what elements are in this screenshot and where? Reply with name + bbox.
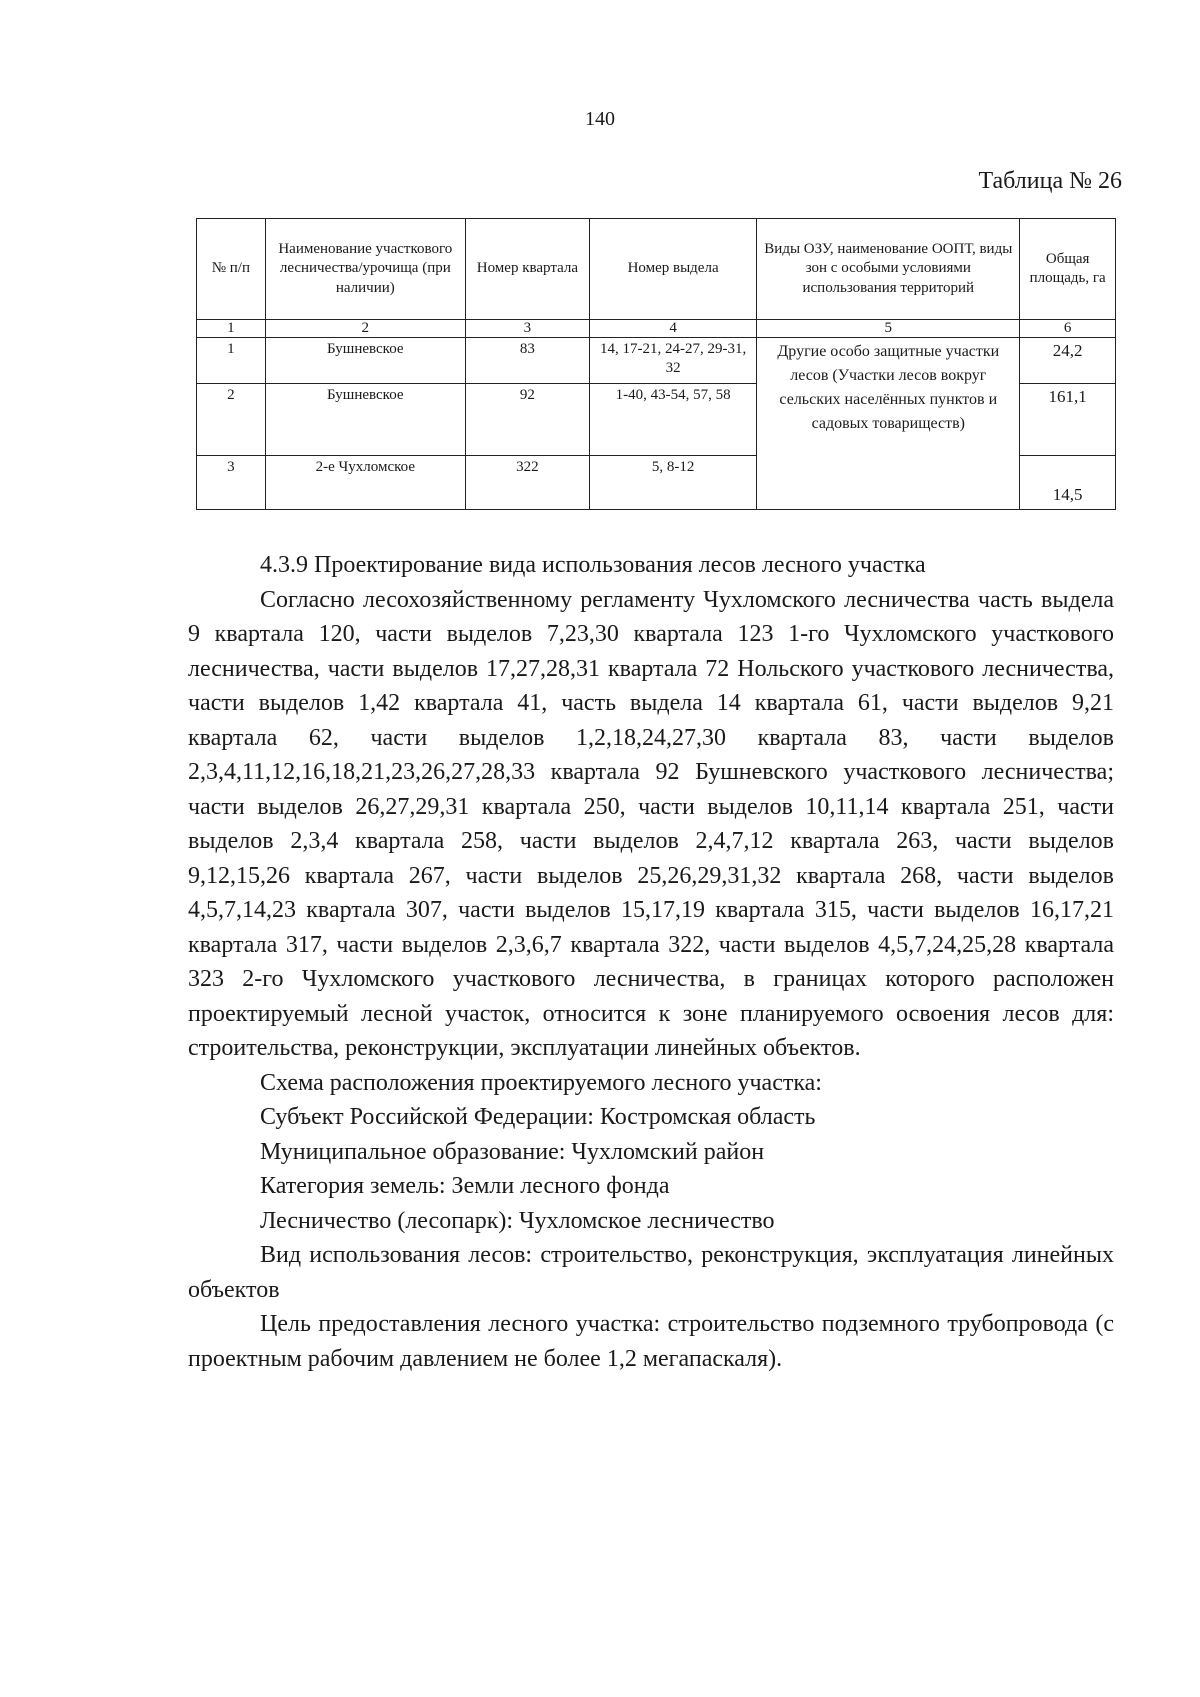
column-number: 2 <box>265 320 465 338</box>
header-forestry: Наименование участкового лесничества/урочища (при наличии) <box>265 219 465 320</box>
column-number: 5 <box>757 320 1020 338</box>
row-quarter: 322 <box>465 455 589 509</box>
page-number: 140 <box>585 108 615 130</box>
column-number: 3 <box>465 320 589 338</box>
column-number: 6 <box>1020 320 1116 338</box>
paragraph-forestry: Лесничество (лесопарк): Чухломское лесничество <box>260 1207 775 1234</box>
row-quarter: 92 <box>465 383 589 455</box>
paragraph-scheme: Схема расположения проектируемого лесного участка: <box>260 1069 822 1096</box>
row-number: 1 <box>197 337 266 383</box>
forest-plots-table <box>196 218 1116 510</box>
row-sections: 14, 17-21, 24-27, 29-31, 32 <box>589 337 756 383</box>
row-forestry: Бушневское <box>265 337 465 383</box>
row-number: 3 <box>197 455 266 509</box>
header-area: Общая площадь, га <box>1020 219 1116 320</box>
column-number-row <box>197 320 1116 338</box>
row-area: 14,5 <box>1020 455 1116 509</box>
row-area: 24,2 <box>1020 337 1116 383</box>
paragraph-usage: Вид использования лесов: строительство, реконструкция, эксплуатация линейных объектов <box>188 1242 1114 1303</box>
header-number: № п/п <box>197 219 266 320</box>
row-forestry: Бушневское <box>265 383 465 455</box>
row-number: 2 <box>197 383 266 455</box>
table-caption: Таблица № 26 <box>978 168 1122 194</box>
paragraph-land-category: Категория земель: Земли лесного фонда <box>260 1173 670 1199</box>
header-quarter: Номер квартала <box>465 219 589 320</box>
table-header-row <box>197 219 1116 320</box>
table-row <box>197 337 1116 383</box>
paragraph-subject: Субъект Российской Федерации: Костромская область <box>260 1104 816 1130</box>
column-number: 4 <box>589 320 756 338</box>
row-quarter: 83 <box>465 337 589 383</box>
header-sections: Номер выдела <box>589 219 756 320</box>
paragraph-purpose: Цель предоставления лесного участка: строительство подземного трубопровода (с проектным рабочим давлением не более 1,2 мегапаскаля). <box>188 1311 1114 1372</box>
header-protection-type: Виды ОЗУ, наименование ООПТ, виды зон с особыми условиями использования территорий <box>757 219 1020 320</box>
row-forestry: 2-е Чухломское <box>265 455 465 509</box>
row-sections: 1-40, 43-54, 57, 58 <box>589 383 756 455</box>
paragraph-regulation: Согласно лесохозяйственному регламенту Чухломского лесничества часть выдела 9 квартала 120, части выделов 7,23,30 квартала 123 1-го Чухломского участкового лесничества, части выделов 17,27,28,31 квартала 72 Нольского участкового лесничества, части выделов 1,42 квартала 41, часть выдела 14 квартала 61, части выделов 9,21 квартала 62, части выделов 1,2,18,24,27,30 квартала 83, части выделов 2,3,4,11,12,16,18,21,23,26,27,28,33 квартала 92 Бушневского участкового лесничества; части выделов 26,27,29,31 квартала 250, части выделов 10,11,14 квартала 251, части выделов 2,3,4 квартала 258, части выделов 2,4,7,12 квартала 263, части выделов 9,12,15,26 квартала 267, части выделов 25,26,29,31,32 квартала 268, части выделов 4,5,7,14,23 квартала 307, части выделов 15,17,19 квартала 315, части выделов 16,17,21 квартала 317, части выделов 2,3,6,7 квартала 322, части выделов 4,5,7,24,25,28 квартала 323 2-го Чухломского участкового лесничества, в границах которого расположен проектируемый лесной участок, относится к зоне планируемого освоения лесов для: строительства, реконструкции, эксплуатации линейных объектов. <box>188 586 1114 1061</box>
body-text <box>188 548 1114 1376</box>
row-area: 161,1 <box>1020 383 1116 455</box>
column-number: 1 <box>197 320 266 338</box>
paragraph-municipality: Муниципальное образование: Чухломский район <box>260 1138 765 1165</box>
section-heading: 4.3.9 Проектирование вида использования лесов лесного участка <box>260 552 926 578</box>
row-protection-type: Другие особо защитные участки лесов (Участки лесов вокруг сельских населённых пунктов и садовых товариществ) <box>757 337 1020 509</box>
row-sections: 5, 8-12 <box>589 455 756 509</box>
